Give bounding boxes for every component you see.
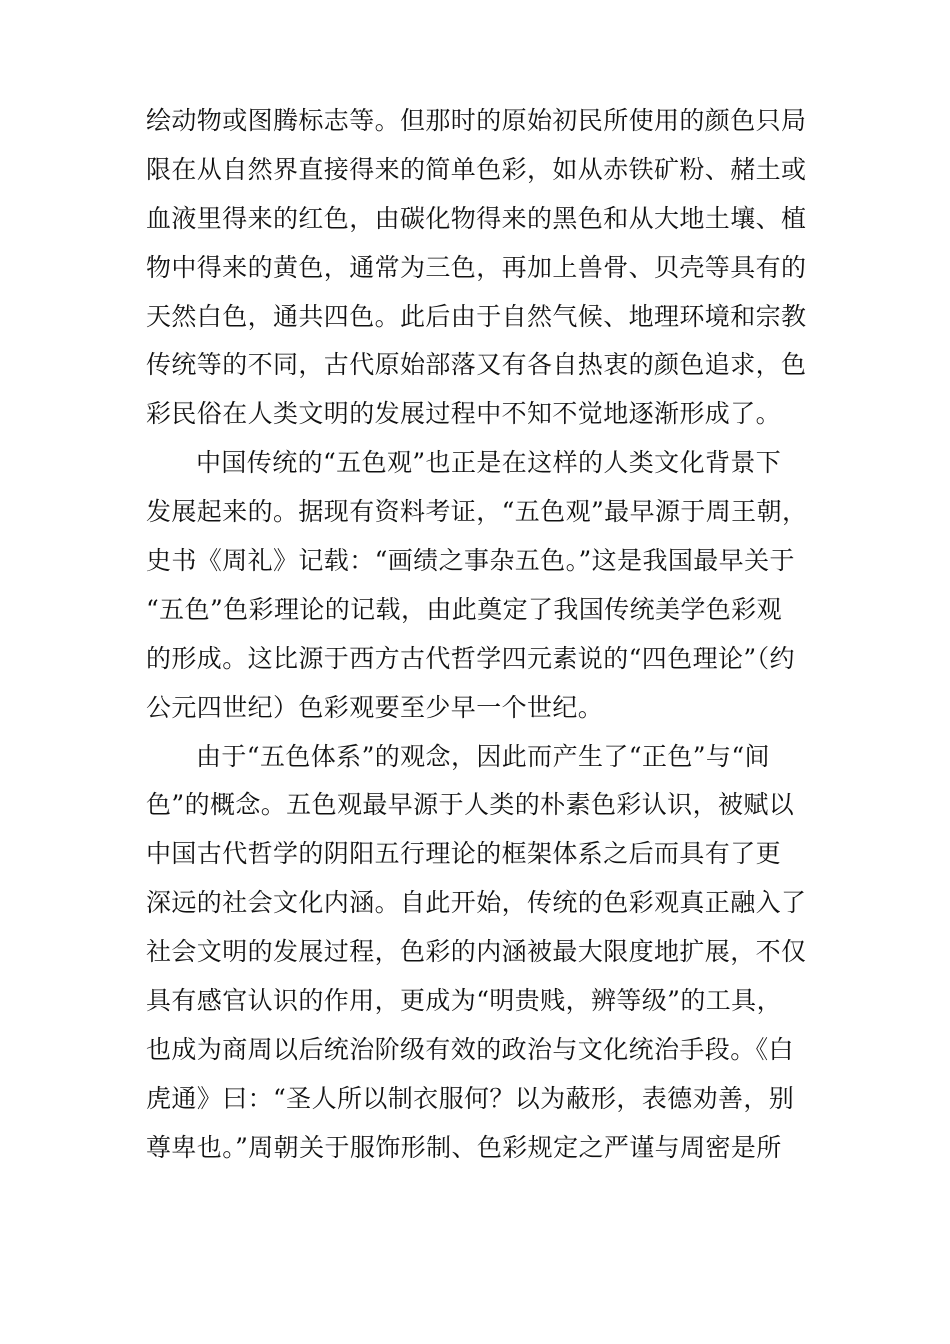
text-line: 色”的概念。五色观最早源于人类的朴素色彩认识，被赋以 (146, 790, 795, 820)
text-line: 中国古代哲学的阴阳五行理论的框架体系之后而具有了更 (146, 839, 782, 869)
text-line: 血液里得来的红色，由碳化物得来的黑色和从大地土壤、植 (146, 203, 807, 233)
text-line: 史书《周礼》记载：“画绩之事杂五色。”这是我国最早关于 (146, 546, 795, 576)
text-line: 也成为商周以后统治阶级有效的政治与文化统治手段。《白 (146, 1034, 794, 1064)
body-text (146, 97, 816, 1173)
text-line: 具有感官认识的作用，更成为“明贵贱，辨等级”的工具， (146, 986, 782, 1016)
text-line: “五色”色彩理论的记载，由此奠定了我国传统美学色彩观 (146, 594, 782, 624)
text-line: 虎通》曰：“圣人所以制衣服何？以为蔽形，表德劝善，别 (146, 1083, 795, 1113)
text-line: 公元四世纪）色彩观要至少早一个世纪。 (146, 692, 604, 722)
text-line: 限在从自然界直接得来的简单色彩，如从赤铁矿粉、赭土或 (146, 154, 807, 184)
text-line: 发展起来的。据现有资料考证，“五色观”最早源于周王朝， (146, 497, 808, 527)
text-line: 尊卑也。”周朝关于服饰形制、色彩规定之严谨与周密是所 (146, 1132, 782, 1162)
text-line: 的形成。这比源于西方古代哲学四元素说的“四色理论”（约 (146, 643, 795, 673)
text-line: 天然白色，通共四色。此后由于自然气候、地理环境和宗教 (146, 301, 807, 331)
text-line-indented: 由于“五色体系”的观念，因此而产生了“正色”与“间 (196, 741, 770, 771)
text-line: 深远的社会文化内涵。自此开始，传统的色彩观真正融入了 (146, 888, 807, 918)
text-line: 物中得来的黄色，通常为三色，再加上兽骨、贝壳等具有的 (146, 252, 807, 282)
paragraph-3 (146, 733, 816, 1173)
text-line-indented: 中国传统的“五色观”也正是在这样的人类文化背景下 (196, 448, 782, 478)
text-line: 绘动物或图腾标志等。但那时的原始初民所使用的颜色只局 (146, 106, 807, 135)
text-line: 彩民俗在人类文明的发展过程中不知不觉地逐渐形成了。 (146, 399, 782, 429)
paragraph-2 (146, 439, 816, 732)
text-line: 社会文明的发展过程，色彩的内涵被最大限度地扩展，不仅 (146, 937, 807, 967)
paragraph-1 (146, 97, 816, 439)
text-line: 传统等的不同，古代原始部落又有各自热衷的颜色追求，色 (146, 350, 807, 380)
